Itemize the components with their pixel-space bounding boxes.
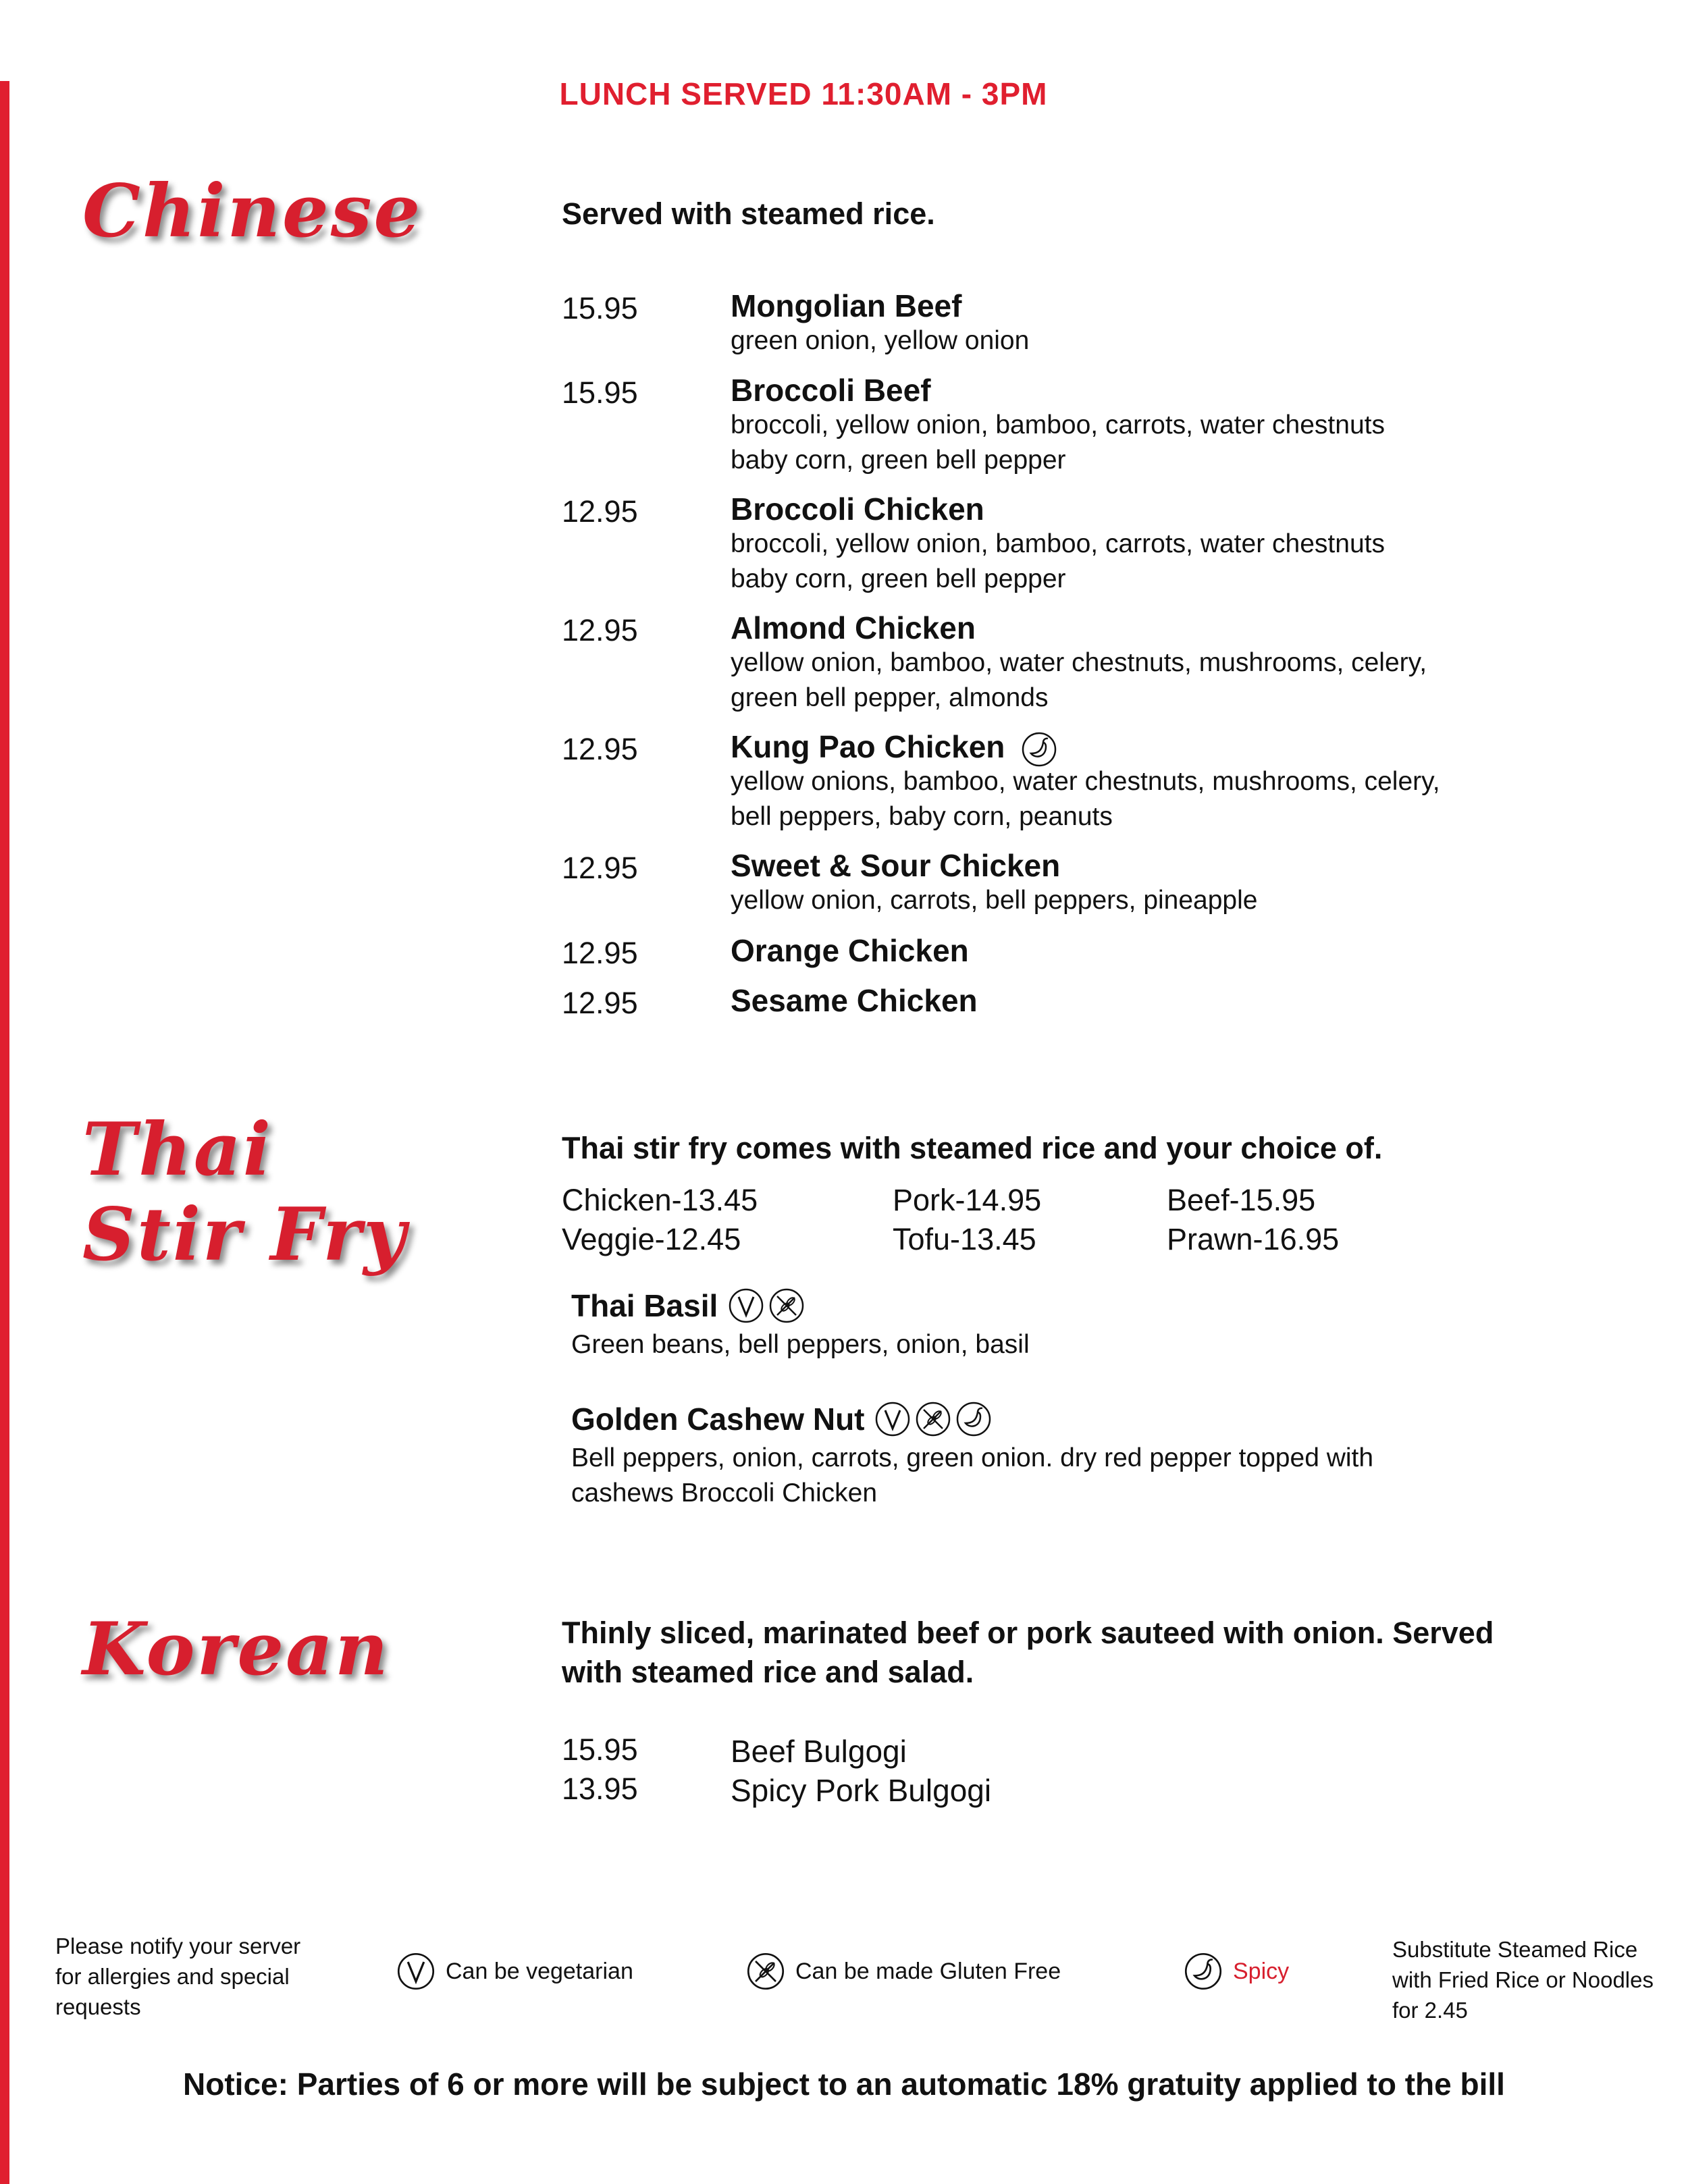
protein-option: Veggie-12.45 (562, 1222, 741, 1256)
section-title-thai (82, 1107, 408, 1277)
item-price: 12.95 (562, 613, 638, 647)
legend-label: Can be made Gluten Free (795, 1958, 1061, 1984)
item-name: Spicy Pork Bulgogi (731, 1773, 992, 1808)
item-desc: green onion, yellow onion (731, 326, 1030, 355)
legend-gluten-free (745, 1951, 1061, 1992)
vegetarian-icon (874, 1400, 912, 1438)
item-price: 12.95 (562, 732, 638, 766)
gluten-free-icon (745, 1951, 786, 1992)
item-price: 12.95 (562, 494, 638, 529)
item-price: 12.95 (562, 936, 638, 970)
protein-option: Beef-15.95 (1167, 1183, 1316, 1217)
thai-dish (571, 1287, 1516, 1362)
item-name: Sesame Chicken (731, 983, 978, 1018)
dish-name-row (571, 1400, 1516, 1438)
spicy-pepper-icon (1020, 730, 1058, 768)
dish-desc: Green beans, bell peppers, onion, basil (571, 1330, 1030, 1359)
dish-desc: Bell peppers, onion, carrots, green onion. dry red pepper topped with cashews Broccoli Chicken (571, 1443, 1374, 1508)
item-price: 12.95 (562, 986, 638, 1020)
lunch-hours: LUNCH SERVED 11:30AM - 3PM (559, 76, 1048, 111)
section-title-line: Stir Fry (82, 1192, 408, 1277)
dish-icons (874, 1400, 993, 1438)
legend-spicy (1183, 1951, 1289, 1992)
item-price: 13.95 (562, 1772, 638, 1806)
item-price: 15.95 (562, 375, 638, 410)
section-title-korean: Korean (82, 1607, 390, 1692)
item-name-row (731, 728, 1058, 768)
protein-option: Chicken-13.45 (562, 1183, 758, 1217)
gluten-free-icon (768, 1287, 806, 1325)
legend-label: Can be vegetarian (446, 1958, 633, 1984)
item-name: Sweet & Sour Chicken (731, 848, 1061, 883)
protein-option: Pork-14.95 (893, 1183, 1042, 1217)
section-note-korean: Thinly sliced, marinated beef or pork sauteed with onion. Served with steamed rice and salad. (562, 1616, 1494, 1689)
spicy-pepper-icon (1183, 1951, 1223, 1992)
item-name: Almond Chicken (731, 610, 976, 645)
item-desc: broccoli, yellow onion, bamboo, carrots, water chestnuts baby corn, green bell pepper (731, 529, 1385, 593)
protein-option: Tofu-13.45 (893, 1222, 1036, 1256)
allergy-note: Please notify your server for allergies and special requests (55, 1934, 301, 2019)
substitute-note: Substitute Steamed Rice with Fried Rice or Noodles for 2.45 (1392, 1937, 1654, 2023)
item-desc: broccoli, yellow onion, bamboo, carrots, water chestnuts baby corn, green bell pepper (731, 410, 1385, 475)
left-accent-bar (0, 81, 9, 2184)
dish-name-row (571, 1287, 1516, 1325)
legend-vegetarian (396, 1951, 633, 1992)
protein-option: Prawn-16.95 (1167, 1222, 1340, 1256)
vegetarian-icon (396, 1951, 436, 1992)
section-title-line: Thai (82, 1107, 273, 1192)
section-note-chinese: Served with steamed rice. (562, 196, 935, 231)
item-name: Orange Chicken (731, 933, 969, 968)
vegetarian-icon (727, 1287, 765, 1325)
item-name: Broccoli Chicken (731, 491, 984, 527)
item-desc: yellow onion, carrots, bell peppers, pineapple (731, 886, 1258, 915)
item-desc: yellow onion, bamboo, water chestnuts, mushrooms, celery, green bell pepper, almonds (731, 648, 1427, 712)
dish-icons (727, 1287, 806, 1325)
item-price: 15.95 (562, 291, 638, 325)
dish-name: Golden Cashew Nut (571, 1402, 865, 1437)
spicy-pepper-icon (955, 1400, 993, 1438)
item-name: Mongolian Beef (731, 288, 962, 323)
dish-name: Thai Basil (571, 1288, 718, 1323)
item-price: 15.95 (562, 1732, 638, 1767)
item-price: 12.95 (562, 851, 638, 885)
item-name: Beef Bulgogi (731, 1734, 907, 1769)
section-title-chinese: Chinese (82, 169, 423, 254)
section-note-thai: Thai stir fry comes with steamed rice and your choice of. (562, 1131, 1383, 1165)
gluten-free-icon (914, 1400, 952, 1438)
item-name: Broccoli Beef (731, 373, 931, 408)
gratuity-notice: Notice: Parties of 6 or more will be subject to an automatic 18% gratuity applied to the bill (183, 2067, 1505, 2102)
thai-dish (571, 1400, 1516, 1511)
item-name: Kung Pao Chicken (731, 729, 1005, 764)
item-desc: yellow onions, bamboo, water chestnuts, mushrooms, celery, bell peppers, baby corn, peanuts (731, 767, 1440, 831)
legend-label: Spicy (1233, 1958, 1290, 1984)
